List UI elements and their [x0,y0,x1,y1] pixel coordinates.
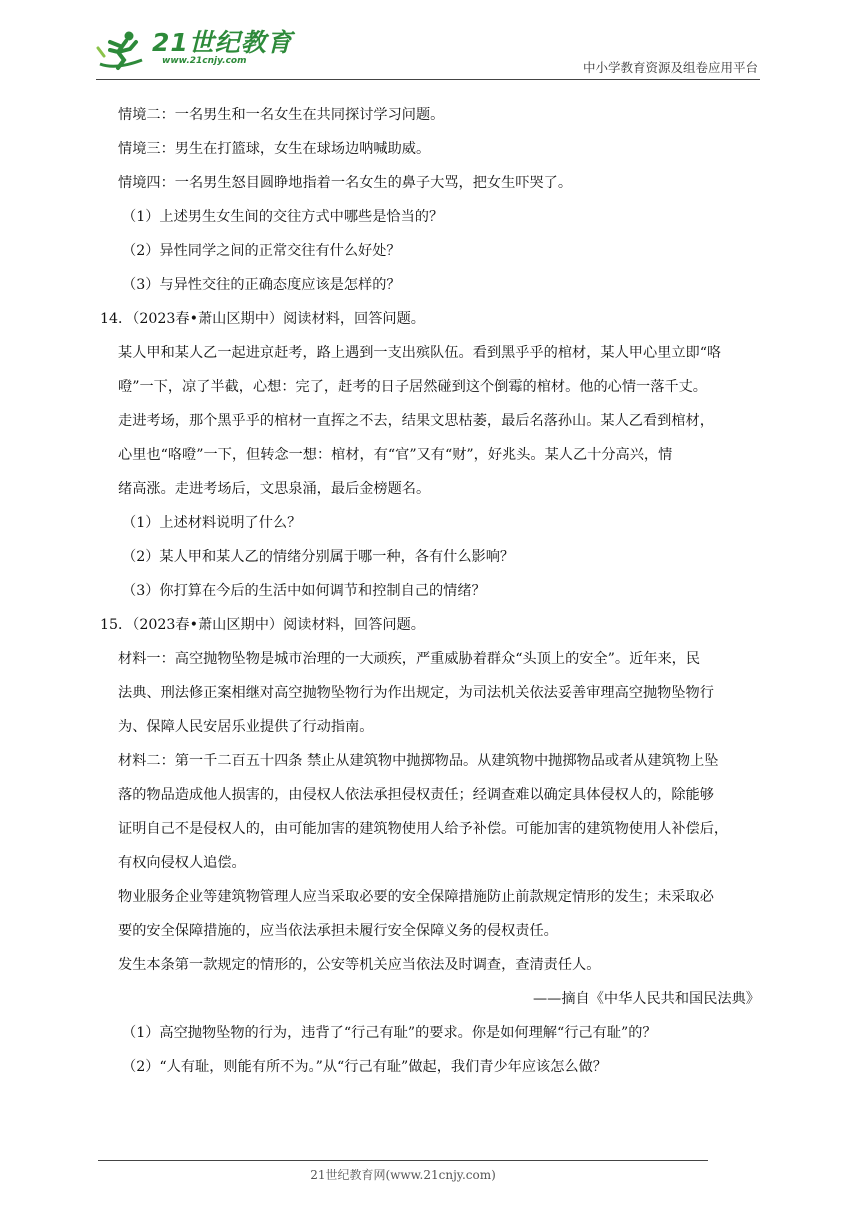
header-divider [96,79,760,80]
text-line: 情境三：男生在打篮球，女生在球场边呐喊助威。 [118,141,431,157]
text-line: 为、保障人民安居乐业提供了行动指南。 [118,719,374,735]
text-line: 绪高涨。走进考场后，文思泉涌，最后金榜题名。 [118,481,431,497]
text-line: 材料一：高空抛物坠物是城市治理的一大顽疾，严重威胁着群众“头顶上的安全”。近年来，民 [118,651,701,667]
text-line: 14．（2023春•萧山区期中）阅读材料，回答问题。 [100,311,425,327]
logo-url: www.21cnjy.com [162,56,247,66]
platform-tagline: 中小学教育资源及组卷应用平台 [582,60,758,75]
text-line: （2）某人甲和某人乙的情绪分别属于哪一种，各有什么影响？ [122,549,515,565]
text-line: （1）上述材料说明了什么？ [122,515,302,531]
text-line: （3）与异性交往的正确态度应该是怎样的？ [122,277,401,293]
text-line: 材料二：第一千二百五十四条 禁止从建筑物中抛掷物品。从建筑物中抛掷物品或者从建筑物上坠 [118,753,719,769]
page-header [96,28,760,80]
text-line: 证明自己不是侵权人的，由可能加害的建筑物使用人给予补偿。可能加害的建筑物使用人补偿后， [118,821,729,837]
text-line: 走进考场，那个黑乎乎的棺材一直挥之不去，结果文思枯萎，最后名落孙山。某人乙看到棺材， [118,413,714,429]
runner-logo-icon [96,30,150,74]
text-line: 某人甲和某人乙一起进京赶考，路上遇到一支出殡队伍。看到黑乎乎的棺材，某人甲心里立即“咯 [118,345,722,361]
text-line: 15．（2023春•萧山区期中）阅读材料，回答问题。 [100,617,425,633]
footer-divider [98,1160,708,1161]
document-body [100,98,762,1084]
text-line: 情境二：一名男生和一名女生在共同探讨学习问题。 [118,107,445,123]
text-line: 法典、刑法修正案相继对高空抛物坠物行为作出规定，为司法机关依法妥善审理高空抛物坠物行 [118,685,714,701]
text-line: 落的物品造成他人损害的，由侵权人依法承担侵权责任；经调查难以确定具体侵权人的，除能够 [118,787,714,803]
text-line: （3）你打算在今后的生活中如何调节和控制自己的情绪？ [122,583,486,599]
text-line: 发生本条第一款规定的情形的，公安等机关应当依法及时调查，查清责任人。 [118,957,601,973]
text-line: （1）上述男生女生间的交往方式中哪些是恰当的？ [122,209,444,225]
text-line: （2）异性同学之间的正常交往有什么好处？ [122,243,401,259]
text-line: 噔”一下，凉了半截，心想：完了，赶考的日子居然碰到这个倒霉的棺材。他的心情一落千丈。 [118,379,707,395]
page-footer: 21世纪教育网(www.21cnjy.com) [310,1168,496,1182]
text-line: （2）“人有耻，则能有所不为。”从“行己有耻”做起，我们青少年应该怎么做？ [122,1059,607,1075]
text-line: 情境四：一名男生怒目圆睁地指着一名女生的鼻子大骂，把女生吓哭了。 [118,175,573,191]
brand-logo [96,30,293,74]
logo-title: 21世纪教育 [152,28,293,57]
text-line: 要的安全保障措施的，应当依法承担未履行安全保障义务的侵权责任。 [118,923,558,939]
text-line: ——摘自《中华人民共和国民法典》 [532,991,760,1007]
text-line: 心里也“咯噔”一下，但转念一想：棺材，有“官”又有“财”，好兆头。某人乙十分高兴，情 [118,447,673,463]
text-line: 物业服务企业等建筑物管理人应当采取必要的安全保障措施防止前款规定情形的发生；未采取必 [118,889,714,905]
text-line: （1）高空抛物坠物的行为，违背了“行己有耻”的要求。你是如何理解“行己有耻”的？ [122,1025,657,1041]
text-line: 有权向侵权人追偿。 [118,855,246,871]
